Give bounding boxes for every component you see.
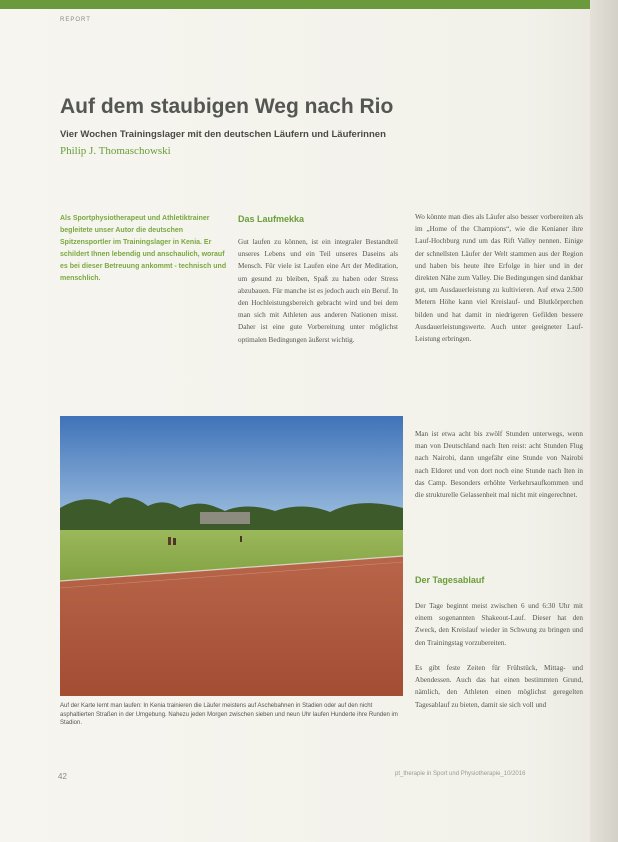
body-text-col3-d: Es gibt feste Zeiten für Frühstück, Mittag- und Abendessen. Auch das hat einen bestimmten Grund, nämlich, den Athleten einen möglichst geregelten Tagesablauf zu bieten, damit sie sich voll und <box>415 664 583 709</box>
body-text-col3-a: Wo könnte man dies als Läufer also besser vorbereiten als im „Home of the Champions“, wie die Kenianer ihre Lauf-Hochburg rund um das Rift Valley nennen. Einige der schnellsten Läufer der Welt stammen aus der Region und haben bis heute ihre Erfolge in hier und in der direkten Nähe zum Valley. Die Bedingungen sind dankbar gut, um Ausdauerleistung zu kultivieren. Auf etwa 2.500 Metern Höhe kann viel Kreislauf- und Blutkörperchen bilden und hat damit in niedrigeren Gefilden bessere Ausdauerleistungswerte. Auch unter geeigneter Lauf-Leistung erbringen. <box>415 213 583 344</box>
section-heading-tagesablauf: Der Tagesablauf <box>415 575 485 585</box>
body-text-col2: Gut laufen zu können, ist ein integraler Bestandteil unseres Lebens und ein Teil unseres Daseins als Mensch. Für viele ist Laufen eine Art der Meditation, um gesund zu bleiben, Spaß zu haben oder Stress abzubauen. Für manche ist es jedoch auch ein Beruf. In den Hochleistungsbereich gebracht wird und bei dem man sich mit Athleten aus anderen Nationen misst. Daher ist eine gute Vorbereitung unter möglichst optimalen Bedingungen äußerst wichtig. <box>238 238 398 344</box>
page-number: 42 <box>58 772 67 781</box>
article-title: Auf dem staubigen Weg nach Rio <box>60 95 394 118</box>
article-photo-running-track <box>60 416 403 696</box>
page-footer: pt_therapie in Sport und Physiotherapie_10/2016 <box>395 771 526 777</box>
body-text-col3-b: Man ist etwa acht bis zwölf Stunden unterwegs, wenn man von Deutschland nach Iten reist: acht Stunden Flug nach Nairobi, dann ungefähr eine Stunde von Nairobi nach Eldoret und von dort noch eine Stunde nach Iten in das Camp. Besonders erhöhte Verkehrsaufkommen und die strukturelle Gelassenheit mal nicht mit eingerechnet. <box>415 430 583 500</box>
article-lead: Als Sportphysiotherapeut und Athletiktrainer begleitete unser Autor die deutschen Spitzensportler im Trainingslager in Kenia. Er schildert Ihnen lebendig und anschaulich, worauf es bei dieser Betreuung ankommt - technisch und menschlich. <box>60 215 227 282</box>
photo-caption: Auf der Karte lernt man laufen: In Kenia trainieren die Läufer meistens auf Aschebahnen in Stadien oder auf den nicht asphaltierten Straßen in der Umgebung. Nahezu jeden Morgen zwischen sieben und neun Uhr laufen Hunderte ihre Runden im Stadion. <box>60 703 398 726</box>
section-heading-laufmekka: Das Laufmekka <box>238 214 305 224</box>
body-text-col3-c: Der Tage beginnt meist zwischen 6 und 6:30 Uhr mit einem sogenannten Shakeout-Lauf. Dieser hat den Zweck, den Kreislauf wieder in Schwung zu bringen und den Trainingstag vorzubereiten. <box>415 602 583 647</box>
section-tag: REPORT <box>60 17 91 23</box>
article-author: Philip J. Thomaschowski <box>60 145 171 157</box>
section-color-bar <box>0 0 590 9</box>
page-gutter-shadow <box>590 0 618 842</box>
article-subtitle: Vier Wochen Trainingslager mit den deutschen Läufern und Läuferinnen <box>60 129 386 140</box>
